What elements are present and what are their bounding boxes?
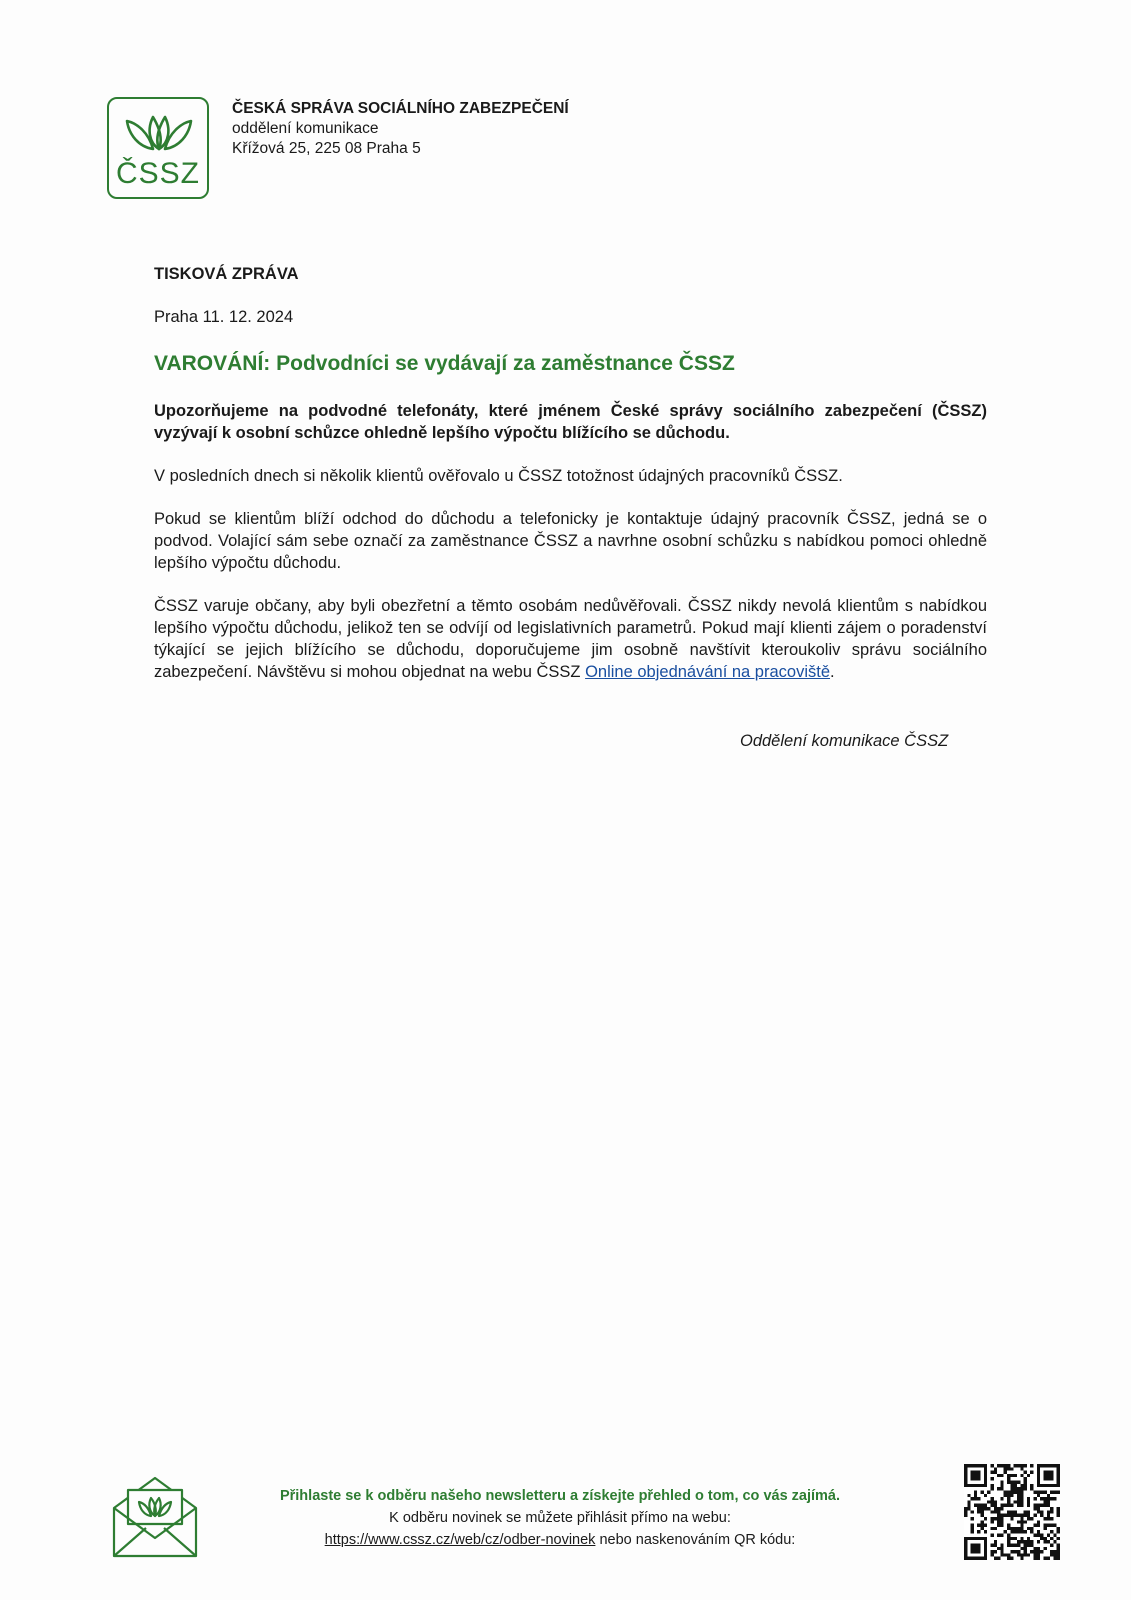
paragraph-3-text: ČSSZ varuje občany, aby byli obezřetní a těmto osobám nedůvěřovali. ČSSZ nikdy nevolá klientům s nabídkou lepšího výpočtu důchodu, jelikož ten se odvíjí od legislativních parametrů. Pokud mají klienti zájem o poradenství týkající se jejich blížícího se důchodu, doporučujeme jim osobně navštívit kteroukoliv správu sociálního zabezpečení. Návštěvu si mohou objednat na webu ČSSZ <box>154 597 987 681</box>
online-booking-link[interactable]: Online objednávání na pracoviště <box>585 663 831 681</box>
cssz-logo <box>107 97 209 199</box>
newsletter-footer <box>200 1485 920 1551</box>
organization-header <box>232 99 569 159</box>
qr-code-icon[interactable] <box>964 1464 1060 1565</box>
document-body <box>154 400 987 704</box>
logo-text: ČSSZ <box>115 157 200 190</box>
signature: Oddělení komunikace ČSSZ <box>740 732 949 750</box>
newsletter-subtext: K odběru novinek se můžete přihlásit přímo na webu: <box>389 1510 731 1526</box>
newsletter-qr-text: nebo naskenováním QR kódu: <box>595 1532 796 1548</box>
leaves-icon <box>123 109 195 153</box>
headline: VAROVÁNÍ: Podvodníci se vydávají za zaměstnance ČSSZ <box>154 352 735 375</box>
paragraph-3 <box>154 595 987 683</box>
newsletter-headline: Přihlaste se k odběru našeho newsletteru a získejte přehled o tom, co vás zajímá. <box>279 1488 841 1504</box>
lead-paragraph: Upozorňujeme na podvodné telefonáty, které jménem České správy sociálního zabezpečení (ČSSZ) vyzývají k osobní schůzce ohledně lepšího výpočtu blížícího se důchodu. <box>154 402 987 442</box>
org-address: Křížová 25, 225 08 Praha 5 <box>232 140 421 157</box>
paragraph-1: V posledních dnech si několik klientů ověřovalo u ČSSZ totožnost údajných pracovníků ČSSZ. <box>154 467 843 485</box>
document-date: Praha 11. 12. 2024 <box>154 308 294 326</box>
org-name: ČESKÁ SPRÁVA SOCIÁLNÍHO ZABEZPEČENÍ <box>232 100 569 117</box>
envelope-icon <box>112 1476 198 1563</box>
newsletter-link[interactable]: https://www.cssz.cz/web/cz/odber-novinek <box>324 1532 596 1548</box>
document-type: TISKOVÁ ZPRÁVA <box>154 265 299 283</box>
paragraph-2: Pokud se klientům blíží odchod do důchodu a telefonicky je kontaktuje údajný pracovník ČSSZ, jedná se o podvod. Volající sám sebe označí za zaměstnance ČSSZ a navrhne osobní schůzku s nabídkou pomoci ohledně lepšího výpočtu důchodu. <box>154 510 987 572</box>
paragraph-3-end: . <box>830 663 835 681</box>
org-department: oddělení komunikace <box>232 120 379 137</box>
newsletter-link-line <box>200 1529 920 1551</box>
